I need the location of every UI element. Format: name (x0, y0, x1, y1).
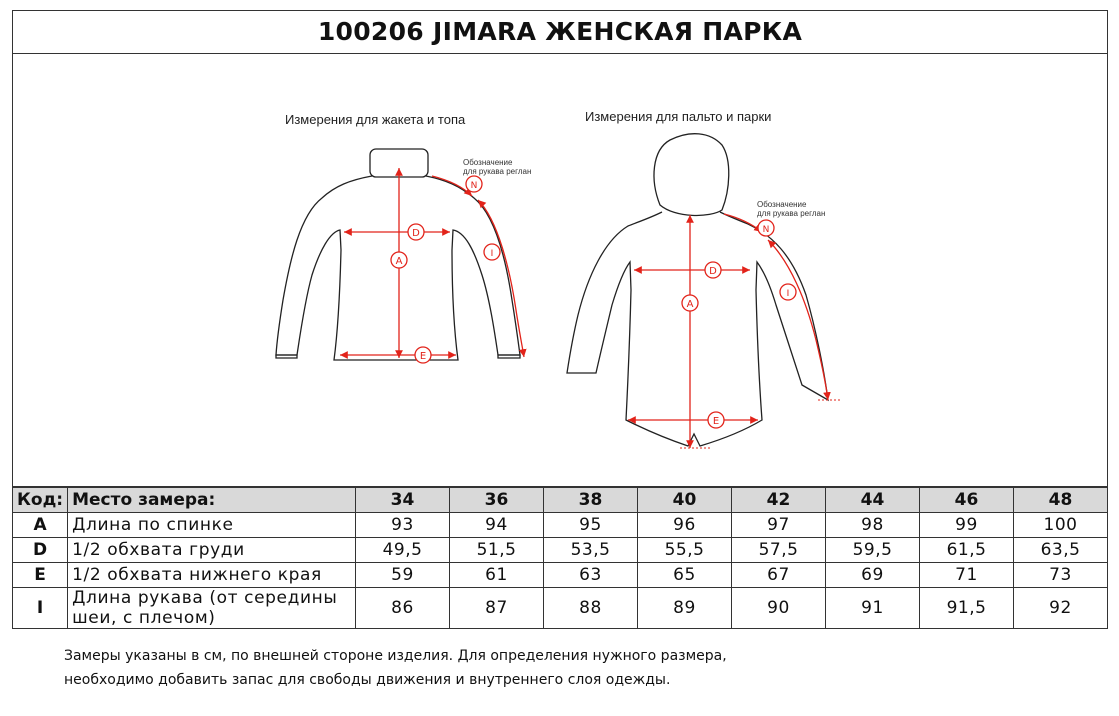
jacket-label-d: D (412, 228, 420, 239)
row-label: 1/2 обхвата нижнего края (68, 563, 356, 588)
header-place: Место замера: (68, 488, 356, 513)
row-label: Длина по спинке (68, 513, 356, 538)
row-value: 100 (1014, 513, 1108, 538)
row-value: 69 (826, 563, 920, 588)
jacket-caption: Измерения для жакета и топа (285, 112, 466, 127)
header-size: 40 (638, 488, 732, 513)
table-row (13, 563, 1108, 588)
parka-measure-a (682, 215, 698, 448)
row-value: 61,5 (920, 538, 1014, 563)
row-value: 87 (450, 588, 544, 629)
parka-label-a: A (686, 299, 694, 310)
row-value: 63 (544, 563, 638, 588)
jacket-measure-d (344, 224, 450, 240)
parka-measure-e (628, 412, 758, 428)
parka-caption: Измерения для пальто и парки (585, 109, 772, 124)
row-value: 91,5 (920, 588, 1014, 629)
row-value: 98 (826, 513, 920, 538)
parka-label-n: N (762, 225, 770, 235)
row-value: 97 (732, 513, 826, 538)
row-code: E (13, 563, 68, 588)
footer-line-1: Замеры указаны в см, по внешней стороне изделия. Для определения нужного размера, (64, 648, 727, 664)
table-row (13, 588, 1108, 629)
header-size: 34 (356, 488, 450, 513)
header-size: 46 (920, 488, 1014, 513)
row-value: 91 (826, 588, 920, 629)
row-value: 63,5 (1014, 538, 1108, 563)
row-code: I (13, 588, 68, 629)
row-value: 67 (732, 563, 826, 588)
jacket-label-n: N (470, 181, 478, 191)
row-value: 53,5 (544, 538, 638, 563)
size-table (12, 487, 1108, 629)
row-value: 88 (544, 588, 638, 629)
footer-note (64, 644, 1064, 692)
header-code: Код: (13, 488, 68, 513)
jacket-label-a: A (395, 256, 403, 267)
row-value: 89 (638, 588, 732, 629)
row-value: 94 (450, 513, 544, 538)
table-row (13, 513, 1108, 538)
row-value: 61 (450, 563, 544, 588)
parka-label-i: I (786, 289, 790, 299)
row-value: 86 (356, 588, 450, 629)
row-value: 57,5 (732, 538, 826, 563)
row-value: 92 (1014, 588, 1108, 629)
row-value: 55,5 (638, 538, 732, 563)
row-value: 49,5 (356, 538, 450, 563)
row-value: 59 (356, 563, 450, 588)
jacket-raglan-note: Обозначение для рукава реглан (463, 158, 532, 176)
row-value: 65 (638, 563, 732, 588)
page-title: 100206 JIMARA ЖЕНСКАЯ ПАРКА (12, 10, 1108, 54)
row-value: 90 (732, 588, 826, 629)
row-value: 73 (1014, 563, 1108, 588)
parka-label-e: E (712, 416, 720, 427)
jacket-label-i: I (490, 249, 494, 259)
footer-line-2: необходимо добавить запас для свободы движения и внутреннего слоя одежды. (64, 672, 671, 688)
header-size: 44 (826, 488, 920, 513)
row-code: A (13, 513, 68, 538)
row-value: 71 (920, 563, 1014, 588)
parka-label-d: D (709, 266, 717, 277)
parka-measure-d (634, 262, 750, 278)
header-size: 38 (544, 488, 638, 513)
jacket-label-e: E (419, 351, 427, 362)
row-value: 93 (356, 513, 450, 538)
row-label: Длина рукава (от середины шеи, с плечом) (68, 588, 356, 629)
row-value: 95 (544, 513, 638, 538)
row-value: 59,5 (826, 538, 920, 563)
parka-measure-i (768, 240, 828, 400)
row-value: 51,5 (450, 538, 544, 563)
header-size: 42 (732, 488, 826, 513)
header-size: 48 (1014, 488, 1108, 513)
table-row (13, 538, 1108, 563)
row-label: 1/2 обхвата груди (68, 538, 356, 563)
row-value: 99 (920, 513, 1014, 538)
parka-raglan-note: Обозначение для рукава реглан (757, 200, 826, 218)
row-code: D (13, 538, 68, 563)
row-value: 96 (638, 513, 732, 538)
size-table-header (13, 488, 1108, 513)
header-size: 36 (450, 488, 544, 513)
